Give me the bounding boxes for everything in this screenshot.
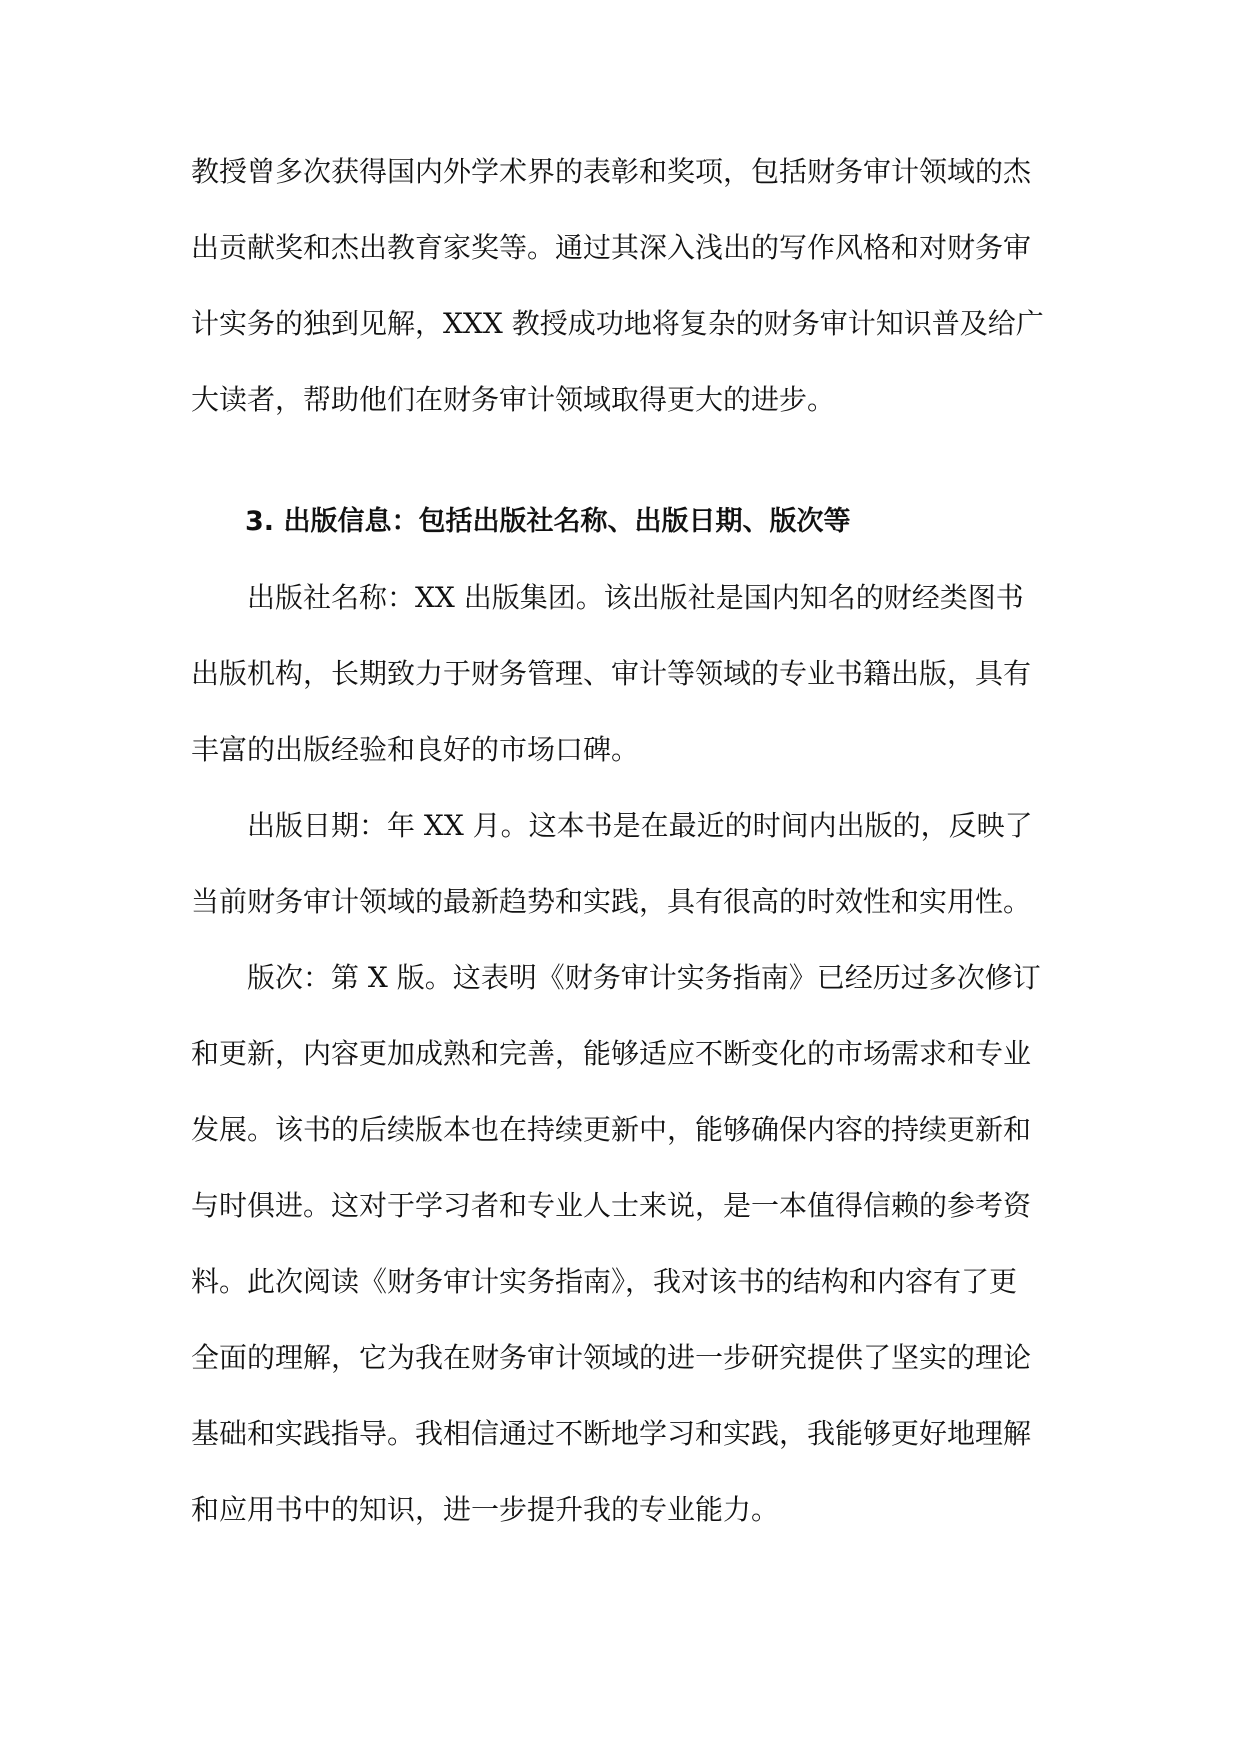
text-line: 与时俱进。这对于学习者和专业人士来说，是一本值得信赖的参考资 [191, 1189, 1032, 1222]
text-line: 版次：第 X 版。这表明《财务审计实务指南》已经历过多次修订 [247, 961, 1041, 994]
text-line: 教授曾多次获得国内外学术界的表彰和奖项，包括财务审计领域的杰 [191, 155, 1032, 188]
text-line: 发展。该书的后续版本也在持续更新中，能够确保内容的持续更新和 [191, 1113, 1032, 1146]
text-line: 料。此次阅读《财务审计实务指南》，我对该书的结构和内容有了更 [191, 1265, 1018, 1298]
text-line: 计实务的独到见解，XXX 教授成功地将复杂的财务审计知识普及给广 [191, 307, 1044, 340]
section-heading: 3. 出版信息：包括出版社名称、出版日期、版次等 [245, 506, 851, 537]
paragraph-edition [191, 948, 1061, 1556]
text-line: 和更新，内容更加成熟和完善，能够适应不断变化的市场需求和专业 [191, 1037, 1032, 1070]
text-line: 出版日期：年 XX 月。这本书是在最近的时间内出版的，反映了 [247, 809, 1033, 842]
text-line: 和应用书中的知识，进一步提升我的专业能力。 [191, 1493, 780, 1526]
text-line: 出版机构，长期致力于财务管理、审计等领域的专业书籍出版，具有 [191, 657, 1032, 690]
text-line: 出贡献奖和杰出教育家奖等。通过其深入浅出的写作风格和对财务审 [191, 231, 1032, 264]
page-body [191, 142, 1061, 1556]
text-line: 大读者，帮助他们在财务审计领域取得更大的进步。 [191, 383, 836, 416]
paragraph-author-awards [191, 142, 1061, 446]
spacer [191, 446, 1061, 492]
text-line: 当前财务审计领域的最新趋势和实践，具有很高的时效性和实用性。 [191, 885, 1032, 918]
text-line: 全面的理解，它为我在财务审计领域的进一步研究提供了坚实的理论 [191, 1341, 1032, 1374]
paragraph-publisher [191, 568, 1061, 796]
text-line: 出版社名称：XX 出版集团。该出版社是国内知名的财经类图书 [247, 581, 1024, 614]
text-line: 基础和实践指导。我相信通过不断地学习和实践，我能够更好地理解 [191, 1417, 1032, 1450]
paragraph-publication-date [191, 796, 1061, 948]
text-line: 丰富的出版经验和良好的市场口碑。 [191, 733, 640, 766]
